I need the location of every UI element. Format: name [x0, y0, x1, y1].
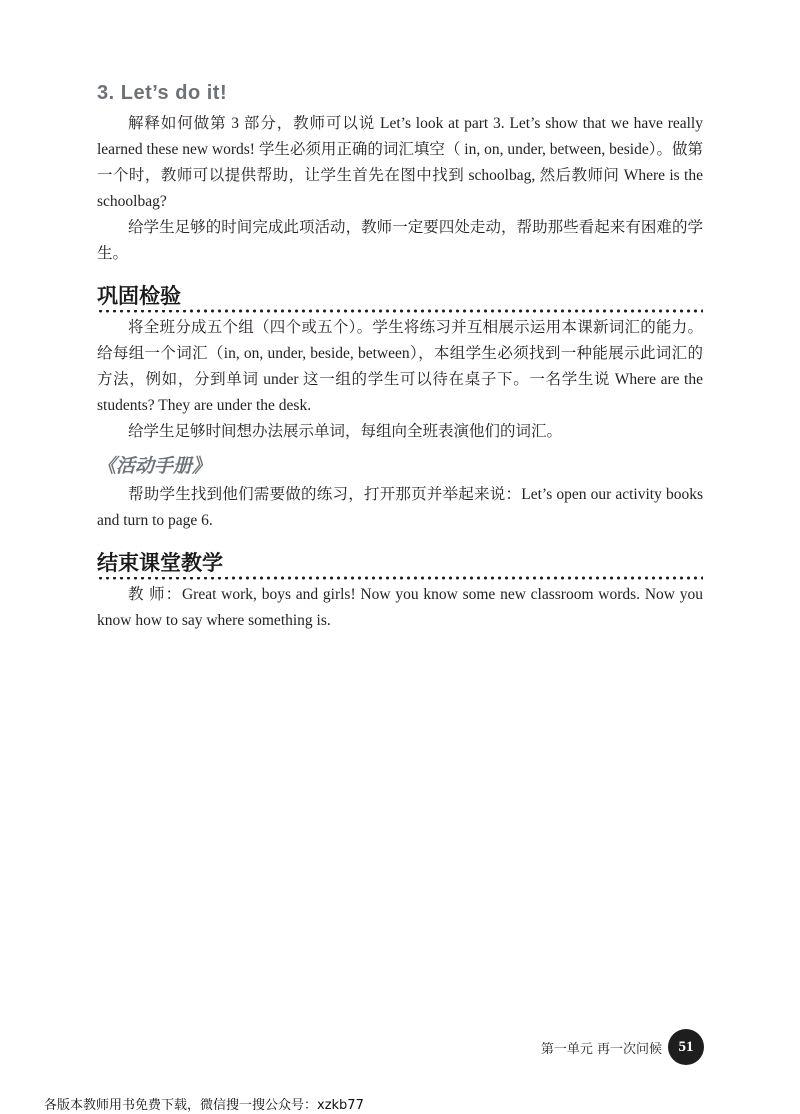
paragraph: 给学生足够时间想办法展示单词，每组向全班表演他们的词汇。	[128, 423, 563, 440]
paragraph: 帮助学生找到他们需要做的练习，打开那页并举起来说：Let’s open our activity books and turn to page 6.	[97, 486, 703, 529]
paragraph: 教 师：Great work, boys and girls! Now you know some new classroom words. Now you know how to say where something is.	[97, 586, 703, 629]
paragraph: 解释如何做第 3 部分，教师可以说 Let’s look at part 3. Let’s show that we have really learned these new words! 学生必须用正确的词汇填空（ in, on, under, between, beside）。做第一个时，教师可以提供帮助，让学生首先在图中找到 schoolbag, 然后教师问 Where is the schoolbag?	[97, 115, 703, 210]
section-title-lets-do-it: 3. Let’s do it!	[97, 82, 228, 104]
unit-label: 第一单元 再一次问候	[540, 1041, 662, 1057]
paragraph: 给学生足够的时间完成此项活动，教师一定要四处走动，帮助那些看起来有困难的学生。	[97, 219, 703, 262]
heading-closing	[97, 546, 703, 580]
page-content	[97, 82, 703, 634]
heading-activity-book: 《活动手册》	[97, 455, 212, 477]
dotted-divider	[97, 309, 703, 313]
page-number-badge: 51	[668, 1029, 704, 1065]
page-footer	[541, 1030, 704, 1064]
heading-text: 结束课堂教学	[97, 547, 227, 577]
heading-text: 巩固检验	[97, 280, 185, 310]
watermark-text: 各版本教师用书免费下载，微信搜一搜公众号：xzkb77	[44, 1098, 364, 1113]
paragraph: 将全班分成五个组（四个或五个）。学生将练习并互相展示运用本课新词汇的能力。给每组一个词汇（in, on, under, beside, between），本组学生必须找到一种能展示此词汇的方法，例如，分到单词 under 这一组的学生可以待在桌子下。一名学生说 Where are the students? They are under the desk.	[97, 319, 703, 414]
heading-consolidation	[97, 279, 703, 313]
